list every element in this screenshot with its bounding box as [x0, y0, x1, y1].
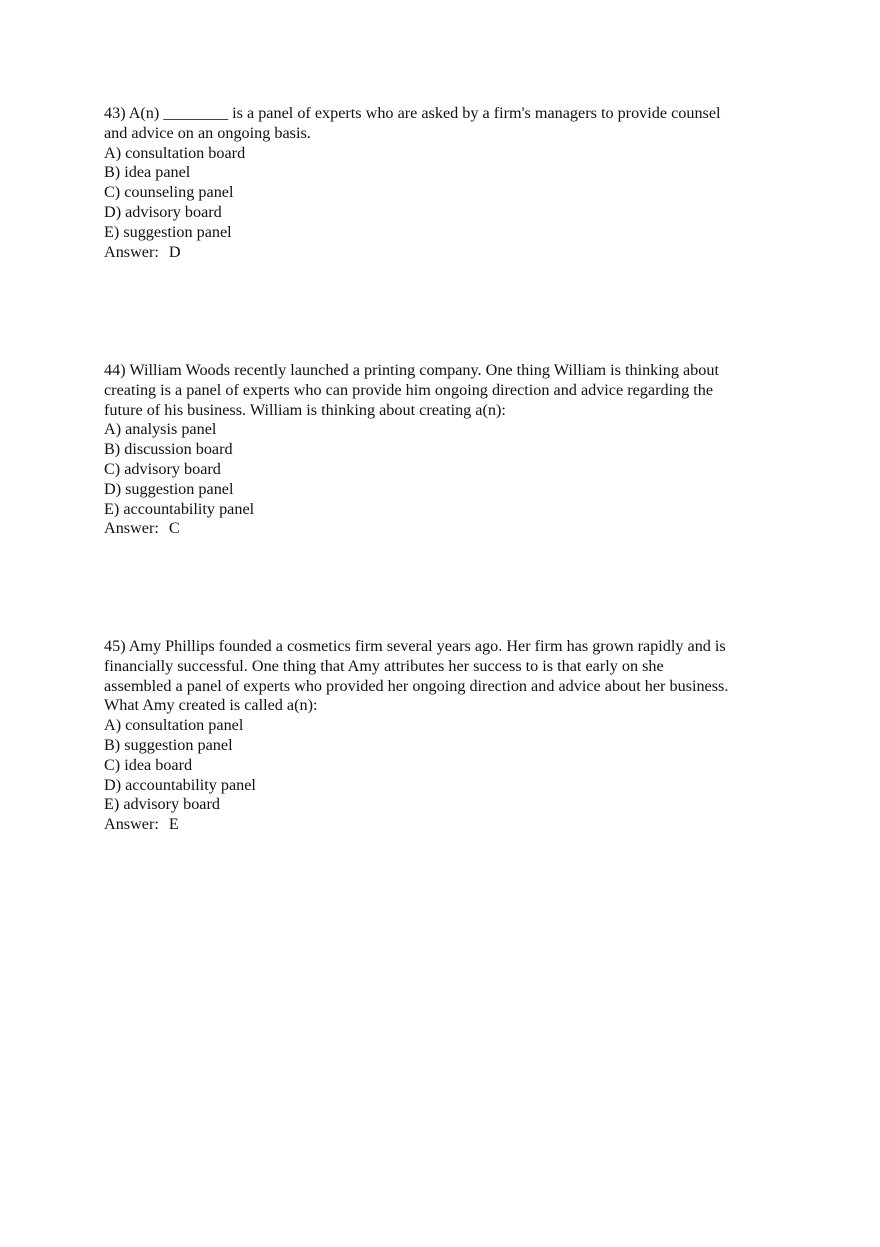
option-d: D) advisory board [104, 202, 222, 221]
stem-line: 44) William Woods recently launched a printing company. One thing William is thinking about [104, 361, 719, 379]
stem-line: and advice on an ongoing basis. [104, 123, 311, 142]
stem-line: assembled a panel of experts who provided her ongoing direction and advice about her business. [104, 676, 729, 695]
question-45 [104, 637, 784, 835]
answer-line [104, 815, 784, 835]
option-e: E) suggestion panel [104, 222, 232, 241]
question-stem [104, 637, 784, 716]
option-c: C) advisory board [104, 459, 221, 478]
option-a: A) consultation panel [104, 716, 244, 735]
stem-line: financially successful. One thing that Amy attributes her success to is that early on she [104, 656, 664, 675]
option-b: B) discussion board [104, 440, 233, 459]
option-b: B) idea panel [104, 163, 191, 182]
answer-value: C [168, 519, 180, 538]
option-c: C) idea board [104, 755, 193, 774]
stem-line: What Amy created is called a(n): [104, 696, 318, 715]
answer-value: E [168, 815, 179, 834]
answer-label: Answer: [104, 519, 159, 538]
option-e: E) accountability panel [104, 499, 255, 518]
option-d: D) accountability panel [104, 775, 256, 794]
option-c: C) counseling panel [104, 183, 234, 202]
option-a: A) analysis panel [104, 420, 217, 439]
stem-line: 45) Amy Phillips founded a cosmetics firm several years ago. Her firm has grown rapidly and is [104, 637, 726, 655]
question-stem [104, 361, 784, 420]
answer-line [104, 519, 784, 539]
answer-value: D [168, 242, 181, 261]
option-list [104, 144, 784, 243]
answer-label: Answer: [104, 242, 159, 261]
option-list [104, 420, 784, 519]
option-b: B) suggestion panel [104, 735, 233, 754]
answer-label: Answer: [104, 815, 159, 834]
question-43 [104, 104, 784, 262]
question-stem [104, 104, 784, 144]
question-44 [104, 361, 784, 539]
option-e: E) advisory board [104, 795, 220, 814]
stem-line: future of his business. William is thinking about creating a(n): [104, 400, 506, 419]
option-list [104, 716, 784, 815]
option-a: A) consultation board [104, 143, 246, 162]
answer-line [104, 243, 784, 263]
option-d: D) suggestion panel [104, 479, 234, 498]
stem-line: creating is a panel of experts who can provide him ongoing direction and advice regarding the [104, 380, 714, 399]
stem-line: 43) A(n) ________ is a panel of experts who are asked by a firm's managers to provide counsel [104, 104, 721, 122]
